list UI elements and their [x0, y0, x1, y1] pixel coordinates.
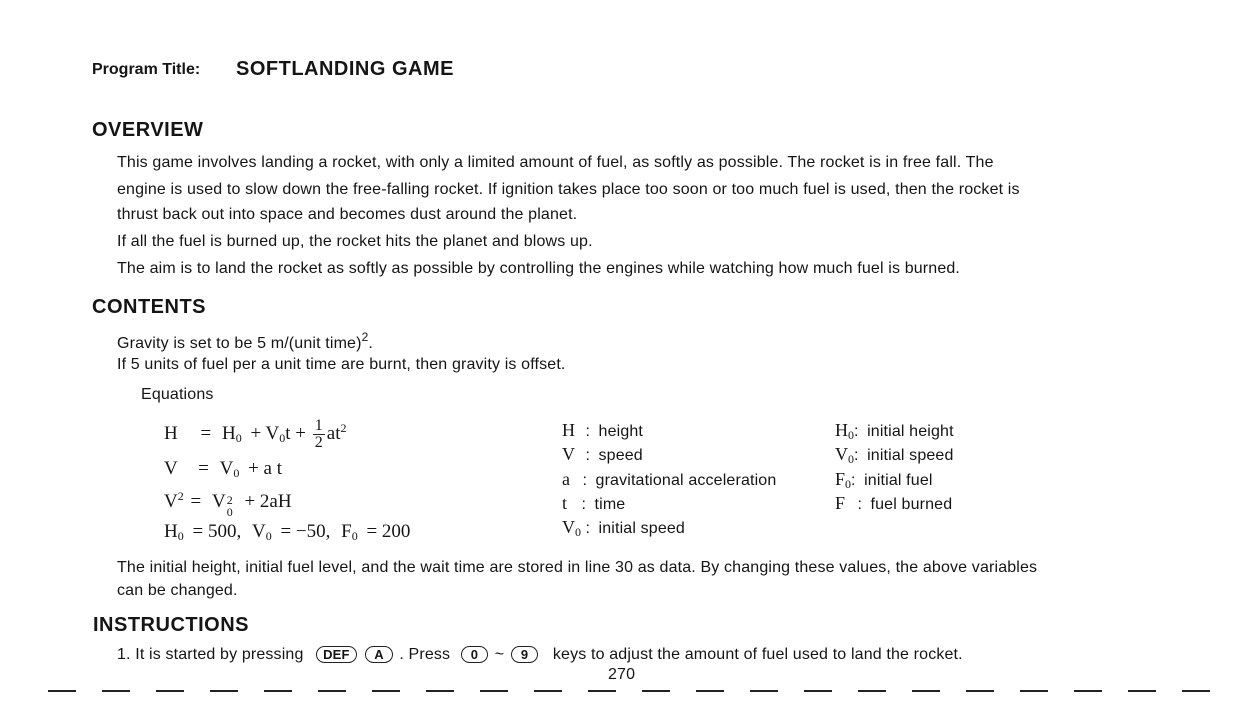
legend-left-row: V : speed: [562, 444, 643, 464]
key-9: 9: [511, 646, 538, 663]
legend-right-row: F : fuel burned: [835, 493, 953, 513]
overview-line-3: thrust back out into space and becomes dust around the planet.: [117, 206, 578, 223]
eq4-h-sub: 0: [177, 529, 184, 543]
dash-segment: [102, 690, 130, 692]
legend-left-row: a : gravitational acceleration: [562, 469, 777, 489]
gravity-text: Gravity is set to be 5 m/(unit time): [117, 335, 362, 352]
overview-heading: OVERVIEW: [92, 119, 204, 141]
legend-left-row: t : time: [562, 493, 626, 513]
contents-heading: CONTENTS: [92, 296, 206, 318]
eq3-lhs-sup: 2: [177, 489, 184, 503]
dash-segment: [372, 690, 400, 692]
dash-segment: [426, 690, 454, 692]
eq1-h-sub: 0: [235, 430, 242, 445]
gravity-exponent: 2: [361, 330, 369, 344]
legend-symbol: H: [835, 420, 848, 440]
legend-left-row: $V_0$ : initial speed: [562, 517, 685, 539]
equation-energy: [164, 489, 292, 519]
dash-segment: [750, 690, 778, 692]
eq3-equals: =: [190, 491, 202, 512]
eq2-at: + a t: [248, 458, 283, 479]
eq3-v: V: [211, 491, 226, 512]
legend-symbol: F: [835, 493, 846, 513]
eq4-f-val: = 200: [366, 521, 411, 542]
legend-symbol-sub: 0: [575, 525, 581, 539]
legend-desc: time: [594, 496, 626, 513]
legend-right-row: $F_0$: initial fuel: [835, 469, 933, 491]
program-title-label: Program Title:: [92, 61, 201, 78]
dash-segment: [48, 690, 76, 692]
legend-symbol: V: [562, 444, 575, 464]
legend-symbol: F: [835, 469, 846, 489]
key-0: 0: [461, 646, 488, 663]
dash-segment: [1020, 690, 1048, 692]
eq1-frac-num: 1: [314, 417, 323, 434]
eq2-v: V: [219, 458, 234, 479]
legend-desc: initial height: [867, 423, 954, 440]
dash-segment: [1128, 690, 1156, 692]
legend-left-row: H : height: [562, 420, 644, 440]
dash-segment: [264, 690, 292, 692]
instructions-heading: INSTRUCTIONS: [93, 614, 249, 636]
legend-desc: initial fuel: [864, 472, 933, 489]
eq1-lhs: H: [164, 422, 178, 444]
overview-line-1: This game involves landing a rocket, with only a limited amount of fuel, as softly as possible. The rocket is in free fall. The: [117, 154, 994, 171]
dash-segment: [966, 690, 994, 692]
eq2-v-sub: 0: [233, 466, 240, 480]
eq2-lhs: V: [164, 458, 178, 479]
program-title: SOFTLANDING GAME: [236, 58, 454, 80]
equation-height: [164, 418, 347, 451]
dash-segment: [318, 690, 346, 692]
legend-symbol: H: [562, 420, 575, 440]
legend-symbol: V: [835, 444, 848, 464]
eq3-lhs: V: [164, 491, 178, 512]
key-a: A: [365, 646, 393, 663]
storage-line-2: can be changed.: [117, 582, 238, 599]
page-number: 270: [608, 666, 636, 683]
instruction-prefix: 1. It is started by pressing: [117, 646, 304, 663]
eq1-v-sub: 0: [279, 430, 286, 445]
eq1-at-sup: 2: [340, 420, 347, 435]
eq4-f: F: [341, 521, 352, 542]
legend-symbol-sub: 0: [848, 428, 854, 442]
dash-segment: [696, 690, 724, 692]
eq4-h: H: [164, 521, 178, 542]
equations-label: Equations: [141, 386, 214, 403]
eq1-frac-den: 2: [314, 434, 323, 451]
legend-desc: height: [598, 423, 644, 440]
dash-segment: [480, 690, 508, 692]
dash-segment: [588, 690, 616, 692]
instruction-mid: . Press: [399, 646, 451, 663]
dash-segment: [156, 690, 184, 692]
eq4-v-sub: 0: [265, 529, 272, 543]
legend-right-row: $V_0$: initial speed: [835, 444, 954, 466]
dash-segment: [1182, 690, 1210, 692]
overview-line-2: engine is used to slow down the free-falling rocket. If ignition takes place too soon or too much fuel is used, then the rocket is: [117, 181, 1020, 198]
eq3-2ah: + 2aH: [244, 491, 292, 512]
eq1-t: t +: [285, 422, 307, 444]
tilde-symbol: ~: [494, 646, 505, 663]
legend-desc: gravitational acceleration: [595, 472, 777, 489]
gravity-period: .: [368, 335, 374, 352]
offset-line: If 5 units of fuel per a unit time are burnt, then gravity is offset.: [117, 356, 566, 373]
eq3-v-sup: 2: [226, 493, 233, 507]
overview-line-5: The aim is to land the rocket as softly as possible by controlling the engines while watching how much fuel is burned.: [117, 260, 961, 277]
legend-symbol: V: [562, 517, 575, 537]
legend-symbol: t: [562, 493, 568, 513]
eq4-f-sub: 0: [351, 529, 358, 543]
instruction-suffix: keys to adjust the amount of fuel used to land the rocket.: [552, 646, 963, 663]
legend-symbol-sub: 0: [848, 452, 854, 466]
dash-segment: [858, 690, 886, 692]
legend-symbol-sub: 0: [845, 477, 852, 491]
eq3-v-sub: 0: [226, 505, 233, 519]
equation-initial-values: [164, 521, 410, 544]
storage-line-1: The initial height, initial fuel level, and the wait time are stored in line 30 as data. By changing these values, the above variables: [117, 559, 1038, 576]
eq4-v: V: [251, 521, 266, 542]
gravity-line: [117, 330, 373, 353]
dash-segment: [912, 690, 940, 692]
eq1-h: H: [221, 422, 236, 444]
legend-right-row: $H_0$: initial height: [835, 420, 954, 442]
eq1-at: at: [326, 422, 341, 444]
dash-segment: [210, 690, 238, 692]
eq4-v-val: = −50,: [280, 521, 331, 542]
legend-desc: speed: [598, 447, 643, 464]
key-def: DEF: [316, 646, 356, 663]
legend-desc: fuel burned: [870, 496, 953, 513]
dash-segment: [534, 690, 562, 692]
equation-speed: [164, 458, 282, 481]
dash-segment: [642, 690, 670, 692]
dash-segment: [804, 690, 832, 692]
eq1-v: + V: [250, 422, 280, 444]
overview-line-4: If all the fuel is burned up, the rocket hits the planet and blows up.: [117, 233, 593, 250]
legend-desc: initial speed: [598, 520, 685, 537]
legend-desc: initial speed: [867, 447, 954, 464]
eq1-fraction: [313, 418, 325, 451]
eq4-h-val: = 500,: [192, 521, 242, 542]
legend-symbol: a: [562, 469, 570, 489]
eq1-equals: =: [200, 422, 212, 444]
eq2-equals: =: [198, 458, 209, 479]
dash-segment: [1074, 690, 1102, 692]
instruction-item-1: [117, 646, 963, 664]
